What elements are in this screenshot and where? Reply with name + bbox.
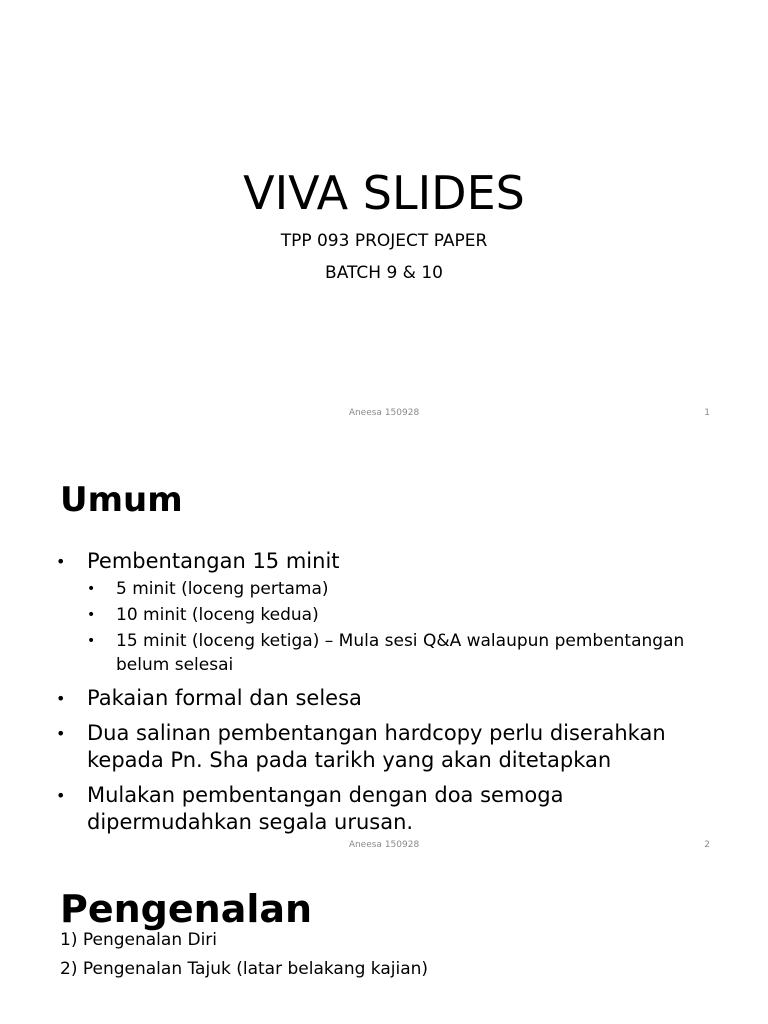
slide-subtitle-course: TPP 093 PROJECT PAPER [280, 231, 488, 251]
bullet-icon: • [56, 552, 66, 571]
bullet-icon: • [87, 581, 96, 597]
slide-heading: Umum [60, 480, 183, 520]
list-item [56, 782, 726, 836]
sub-list-item [87, 603, 726, 627]
bullet-icon: • [56, 689, 66, 708]
list-item [56, 548, 726, 677]
bullet-icon: • [87, 633, 96, 649]
list-item-text: Mulakan pembentangan dengan doa semoga dipermudahkan segala urusan. [87, 783, 564, 834]
list-item-text: Dua salinan pembentangan hardcopy perlu diserahkan kepada Pn. Sha pada tarikh yang akan ditetapkan [87, 721, 666, 772]
list-item-text: Pembentangan 15 minit [87, 549, 340, 573]
slide-footer: Aneesa 150928 [348, 408, 420, 418]
slide-page-number: 2 [704, 840, 710, 850]
bullet-icon: • [56, 786, 66, 805]
slide-title: VIVA SLIDES [243, 166, 525, 220]
sub-list-item [87, 577, 726, 601]
sub-list-item-text: 10 minit (loceng kedua) [116, 605, 319, 625]
title-slide [0, 0, 768, 432]
sub-list-item-text: 15 minit (loceng ketiga) – Mula sesi Q&A walaupun pembentangan belum selesai [116, 631, 685, 675]
list-item [56, 685, 726, 712]
bullet-icon: • [87, 607, 96, 623]
slide-footer: Aneesa 150928 [348, 840, 420, 850]
list-item-text: Pakaian formal dan selesa [87, 686, 362, 710]
sub-bullet-list [87, 577, 726, 677]
slide-heading: Pengenalan [60, 887, 313, 931]
list-item [56, 720, 726, 774]
bullet-list [56, 548, 726, 844]
sub-list-item-text: 5 minit (loceng pertama) [116, 579, 329, 599]
slide-subtitle-batch: BATCH 9 & 10 [325, 263, 443, 283]
general-slide [0, 432, 768, 864]
slide-page-number: 1 [704, 408, 710, 418]
bullet-icon: • [56, 724, 66, 743]
content-line: 1) Pengenalan Diri [60, 930, 218, 950]
introduction-slide [0, 864, 768, 1024]
content-line: 2) Pengenalan Tajuk (latar belakang kajian) [60, 959, 429, 979]
sub-list-item [87, 629, 726, 677]
